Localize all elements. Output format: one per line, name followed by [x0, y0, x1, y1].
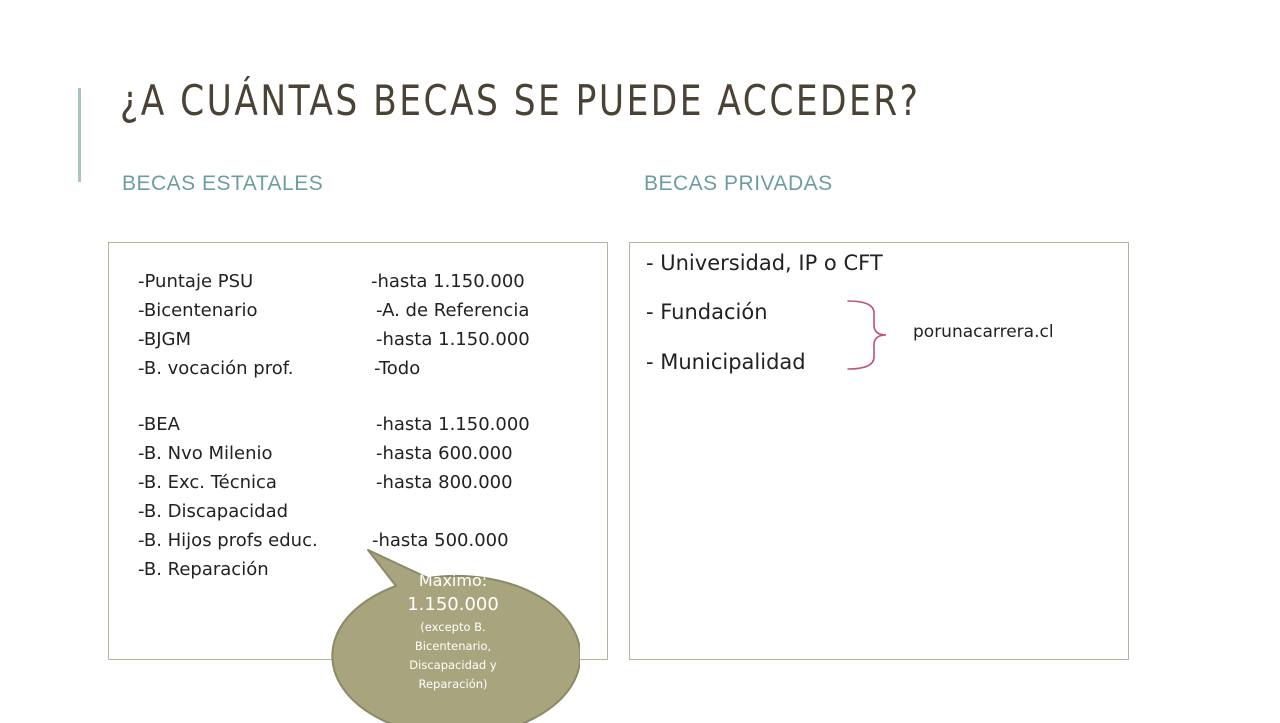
callout-note: (excepto B. Bicentenario, Discapacidad y Reparación) [409, 620, 497, 691]
beca-name: -B. Hijos profs educ. [138, 530, 318, 551]
beca-name: -B. vocación prof. [138, 358, 294, 379]
beca-name: -B. Nvo Milenio [138, 443, 273, 464]
beca-value: -hasta 1.150.000 [371, 271, 525, 292]
beca-name: -B. Exc. Técnica [138, 472, 277, 493]
beca-value: -hasta 500.000 [372, 530, 509, 551]
privada-item: - Universidad, IP o CFT [646, 251, 883, 275]
callout-amount: 1.150.000 [407, 594, 499, 615]
porunacarrera-label: porunacarrera.cl [913, 322, 1054, 342]
beca-value: -hasta 1.150.000 [376, 414, 530, 435]
page-title: ¿A CUÁNTAS BECAS SE PUEDE ACCEDER? [120, 76, 921, 125]
beca-name: -BJGM [138, 329, 191, 350]
callout-label: Máximo: [418, 571, 488, 590]
heading-becas-privadas: BECAS PRIVADAS [644, 172, 833, 195]
accent-bar [78, 88, 81, 182]
privadas-box [629, 242, 1129, 660]
beca-name: -Bicentenario [138, 300, 258, 321]
beca-name: -Puntaje PSU [138, 271, 254, 292]
callout-text [348, 570, 558, 694]
beca-name: -BEA [138, 414, 180, 435]
beca-value: -A. de Referencia [376, 300, 530, 321]
maximo-callout [328, 548, 580, 723]
privada-item: - Municipalidad [646, 350, 806, 374]
beca-value: -hasta 1.150.000 [376, 329, 530, 350]
privada-item: - Fundación [646, 300, 768, 324]
beca-name: -B. Discapacidad [138, 501, 289, 522]
right-brace-icon [846, 299, 906, 371]
heading-becas-estatales: BECAS ESTATALES [122, 172, 324, 195]
beca-value: -hasta 800.000 [376, 472, 513, 493]
beca-name: -B. Reparación [138, 559, 269, 580]
beca-value: -hasta 600.000 [376, 443, 513, 464]
beca-value: -Todo [374, 358, 421, 379]
